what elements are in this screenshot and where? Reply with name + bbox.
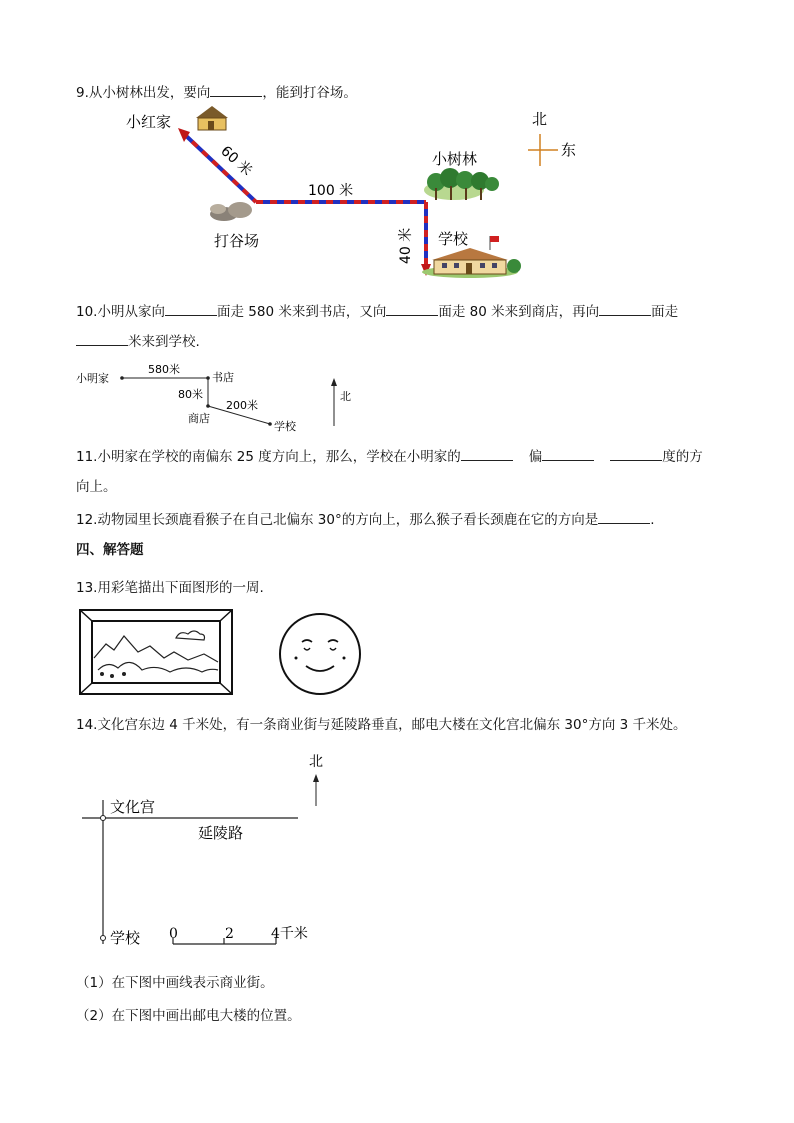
q9-east-label: 东 [561,141,577,159]
q12-text: 12.动物园里长颈鹿看猴子在自己北偏东 30°的方向上，那么猴子看长颈鹿在它的方向是 [76,512,599,528]
q11-part2: 偏 [528,449,543,465]
house-icon [196,106,228,130]
q10-shop-label: 商店 [188,412,210,425]
point-icon [120,376,124,380]
q13-figures [78,608,368,700]
smiley-face-icon [280,614,360,694]
q9-home-label: 小红家 [126,113,172,131]
q10-school-label: 学校 [274,420,296,433]
point-icon [268,422,272,426]
q12-answer-blank[interactable] [598,509,650,524]
compass-icon [528,134,558,166]
q14-road-label: 延陵路 [198,824,244,842]
q10-part1: 10.小明从家向 [76,304,165,320]
q9-north-label: 北 [532,110,548,128]
q11-blank-1[interactable] [461,446,513,461]
q10-part2: 面走 580 米来到书店，又向 [216,304,387,320]
q9-answer-blank[interactable] [210,82,262,97]
q10-distance-3: 200米 [226,399,258,412]
q14-sub-question-1: （1）在下图中画线表示商业街。 [76,975,274,991]
q10-home-label: 小明家 [76,372,109,385]
q9-text-before: 9.从小树林出发，要向 [76,85,211,101]
q10-bookstore-label: 书店 [212,371,234,384]
q14-map [78,748,338,958]
q11-blank-3[interactable] [610,446,662,461]
q14-scale-0: 0 [169,926,178,942]
q11-question-line1 [76,446,703,467]
q10-map [74,360,374,440]
rocks-icon [210,202,252,221]
q9-forest-label: 小树林 [432,150,478,168]
q14-scale-2: 2 [225,926,234,942]
q11-part3: 度的方 [662,449,703,465]
q9-question [76,82,357,103]
point-icon [206,404,210,408]
q14-question: 14.文化宫东边 4 千米处，有一条商业街与延陵路垂直，邮电大楼在文化宫北偏东 30°方向 3 千米处。 [76,717,687,733]
q14-school-label: 学校 [110,929,141,947]
q11-part1: 11.小明家在学校的南偏东 25 度方向上，那么，学校在小明家的 [76,449,461,465]
q10-question-line2 [76,331,200,352]
q9-distance-3: 40 米 [398,227,414,264]
q14-scale-4: 4千米 [271,926,308,942]
q14-culture-palace-label: 文化宫 [110,798,156,816]
q9-distance-2: 100 米 [308,183,354,199]
school-icon [422,236,521,278]
point-icon [206,376,210,380]
q10-blank-2[interactable] [386,301,438,316]
q10-blank-1[interactable] [165,301,217,316]
q13-question: 13.用彩笔描出下面图形的一周. [76,580,264,596]
q10-part4: 面走 [651,304,679,320]
q9-distance-1: 60 米 [217,143,255,180]
q10-blank-3[interactable] [599,301,651,316]
north-arrow-icon [331,378,337,426]
q12-question [76,509,655,530]
q10-north-label: 北 [340,390,351,403]
q9-text-after: ，能到打谷场。 [262,85,357,101]
q9-route [178,128,431,276]
q12-end: . [650,512,655,528]
section-title: 四、解答题 [76,542,144,558]
q10-distance-2: 80米 [178,388,203,401]
q9-school-label: 学校 [438,230,469,248]
trees-icon [424,168,499,200]
q11-question-line2: 向上。 [76,479,117,495]
q14-north-label: 北 [309,754,323,770]
q9-map [110,102,590,282]
north-arrow-icon [313,774,319,806]
q10-distance-1: 580米 [148,363,180,376]
q9-threshing-label: 打谷场 [214,232,260,250]
q10-blank-4[interactable] [76,331,128,346]
q14-sub-question-2: （2）在下图中画出邮电大楼的位置。 [76,1008,301,1024]
q10-part5: 米来到学校. [128,334,200,350]
picture-frame-icon [80,610,232,694]
q10-question-line1 [76,301,678,322]
q11-blank-2[interactable] [542,446,594,461]
q10-part3: 面走 80 米来到商店，再向 [438,304,600,320]
